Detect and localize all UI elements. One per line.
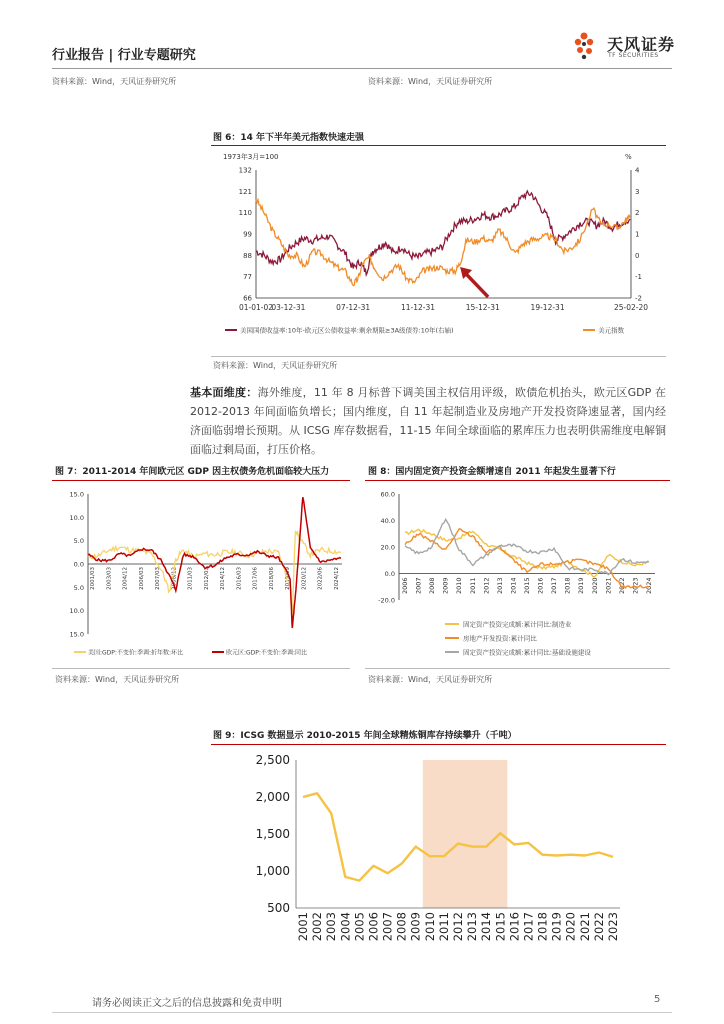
brand-subtitle: TF SECURITIES xyxy=(608,52,659,59)
fig8-title-rule xyxy=(365,480,670,481)
fig9-y-tick: 1,500 xyxy=(255,827,290,841)
fig8-source: 资料来源：Wind，天风证券研究所 xyxy=(368,675,493,684)
body-text: 海外维度，11 年 8 月标普下调美国主权信用评级，欧债危机抬头，欧元区GDP 在 2012-2013 年间面临负增长；国内维度，自 11 年起制造业及房地产开发投资降速显著，国内经济面临弱增长预期。从 ICSG 库存数据看，11-15 年间全球面临的累库压力也表明供需维度电解铜面临过剩局面，打压价格。 xyxy=(190,386,667,456)
fig6-left-tick: 77 xyxy=(243,273,252,282)
fig6-legend-spread: 美国国债收益率:10年-欧元区公债收益率:剩余期限≥3A级债券:10年(右轴) xyxy=(240,326,454,335)
fig8-y-tick: 0.0 xyxy=(384,570,395,578)
fig9-x-tick: 2016 xyxy=(507,912,522,942)
fig6-arrow-shaft xyxy=(466,274,488,297)
fig7-y-tick: 5.0 xyxy=(73,537,84,546)
fig6-right-unit: % xyxy=(625,153,632,161)
fig7-x-tick: 2019/09 xyxy=(285,567,292,590)
fig7-chart xyxy=(52,484,350,664)
fig6-x-tick: 03-12-31 xyxy=(271,303,306,312)
fig7-x-tick: 2006/03 xyxy=(138,567,145,590)
fig8-x-tick: 2006 xyxy=(401,577,409,595)
fig8-legend-item: 固定资产投资完成额:累计同比:制造业 xyxy=(463,620,572,629)
fig8-x-tick: 2018 xyxy=(563,577,572,595)
fig6-title: 图 6：14 年下半年美元指数快速走强 xyxy=(213,133,365,143)
fig7-x-tick: 2020/12 xyxy=(301,567,308,590)
header-divider xyxy=(52,68,672,69)
fig7-x-tick: 2018/06 xyxy=(268,567,275,590)
fig8-chart xyxy=(365,484,670,664)
fig7-y-tick: 10.0 xyxy=(69,607,84,616)
fig6-left-tick: 88 xyxy=(243,251,252,260)
fig6-chart xyxy=(211,148,666,354)
fig8-legend-item: 房地产开发投资:累计同比 xyxy=(463,634,537,643)
fig8-x-tick: 2017 xyxy=(550,577,559,595)
fig9-x-tick: 2015 xyxy=(493,912,508,942)
fig8-x-tick: 2019 xyxy=(577,577,586,595)
fig8-x-tick: 2014 xyxy=(509,577,518,595)
fig6-x-tick: 19-12-31 xyxy=(530,303,565,312)
fig7-source: 资料来源：Wind，天风证券研究所 xyxy=(55,675,180,684)
fig8-y-tick: 20.0 xyxy=(380,543,395,552)
fig6-x-tick: 01-01-02 xyxy=(238,303,274,312)
page-number: 5 xyxy=(654,994,661,1005)
top-source-right: 资料来源：Wind，天风证券研究所 xyxy=(368,77,493,86)
fig7-x-tick: 2001/03 xyxy=(90,567,96,590)
body-lead: 基本面维度： xyxy=(190,386,258,399)
fig7-x-tick: 2011/03 xyxy=(187,567,194,590)
fig8-bottom-rule xyxy=(365,668,670,669)
fig9-y-tick: 2,000 xyxy=(255,790,290,804)
fig7-x-tick: 2007/03 xyxy=(155,567,162,590)
fig9-x-tick: 2021 xyxy=(577,912,592,942)
fig7-x-tick: 2022/06 xyxy=(317,567,324,590)
fig7-y-tick: 15.0 xyxy=(69,630,84,639)
fig9-x-tick: 2013 xyxy=(465,912,480,942)
fig7-y-tick: 5.0 xyxy=(73,583,84,592)
fig6-right-tick: 2 xyxy=(635,209,640,218)
fig7-x-tick: 2004/12 xyxy=(122,567,129,590)
fig9-chart xyxy=(250,748,630,948)
fig7-x-tick: 2014/12 xyxy=(220,567,227,590)
fig7-x-tick: 2008/12 xyxy=(171,567,178,590)
fig8-x-tick: 2008 xyxy=(428,577,437,595)
fig7-x-tick: 2024/12 xyxy=(334,567,340,590)
fig8-x-tick: 2024 xyxy=(645,577,653,595)
fig6-left-tick: 132 xyxy=(238,166,252,175)
fig7-legend-us: 美国:GDP:不变价:季调:折年数:环比 xyxy=(88,649,183,657)
fig9-x-tick: 2018 xyxy=(535,912,550,942)
fig6-right-tick: -2 xyxy=(635,294,642,303)
fig9-x-tick: 2014 xyxy=(479,912,494,942)
fig9-y-tick: 500 xyxy=(267,901,290,915)
fig7-x-tick: 2012/03 xyxy=(203,567,210,590)
fig7-legend-eu: 欧元区:GDP:不变价:季调:同比 xyxy=(226,649,307,657)
fig6-left-tick: 99 xyxy=(243,230,252,239)
fig6-right-tick: -1 xyxy=(635,273,642,282)
fig9-x-tick: 2002 xyxy=(310,912,325,942)
fig7-title: 图 7：2011-2014 年间欧元区 GDP 因主权债务危机面临较大压力 xyxy=(55,467,330,477)
fig9-x-tick: 2004 xyxy=(338,912,353,942)
fig9-x-tick: 2009 xyxy=(408,912,423,942)
fig9-x-tick: 2003 xyxy=(324,912,339,942)
fig8-x-tick: 2022 xyxy=(617,577,626,595)
top-source-left: 资料来源：Wind，天风证券研究所 xyxy=(52,77,177,86)
footer-disclaimer: 请务必阅读正文之后的信息披露和免责申明 xyxy=(92,998,282,1009)
fig9-x-tick: 2011 xyxy=(436,912,451,942)
fig6-x-tick: 11-12-31 xyxy=(400,303,436,312)
fig9-y-tick: 1,000 xyxy=(255,864,290,878)
fig9-y-tick: 2,500 xyxy=(255,753,290,767)
fig8-y-tick: -20.0 xyxy=(378,596,395,605)
fig7-x-tick: 2016/03 xyxy=(236,567,243,590)
fig6-legend-dxy: 美元指数 xyxy=(598,326,624,335)
fig8-title: 图 8：国内固定资产投资金额增速自 2011 年起发生显著下行 xyxy=(368,467,616,477)
fig9-title: 图 9：ICSG 数据显示 2010-2015 年间全球精炼铜库存持续攀升（千吨） xyxy=(213,731,517,741)
fig8-x-tick: 2012 xyxy=(482,577,491,595)
fig8-x-tick: 2020 xyxy=(590,577,599,595)
fig9-highlight-band xyxy=(423,760,508,908)
fig9-x-tick: 2022 xyxy=(591,912,606,942)
fig9-x-tick: 2019 xyxy=(549,912,564,942)
fig8-x-tick: 2011 xyxy=(468,577,477,595)
fig8-x-tick: 2009 xyxy=(441,577,450,595)
fig9-x-tick: 2020 xyxy=(563,912,578,942)
brand-name: 天风证券 xyxy=(607,35,676,54)
fig9-title-rule xyxy=(211,744,666,745)
fig9-x-tick: 2010 xyxy=(422,912,437,942)
fig6-right-tick: 0 xyxy=(635,251,640,260)
fig7-x-tick: 2017/06 xyxy=(252,567,259,590)
fig8-series-line xyxy=(405,519,649,574)
fig7-title-rule xyxy=(52,480,350,481)
fig6-spread-line xyxy=(256,191,630,275)
fig6-title-rule xyxy=(211,145,666,146)
fig9-x-tick: 2008 xyxy=(394,912,409,942)
fig6-left-tick: 121 xyxy=(238,187,252,196)
fig8-y-tick: 40.0 xyxy=(380,517,395,525)
fig9-x-tick: 2006 xyxy=(366,912,381,942)
fig8-x-tick: 2007 xyxy=(414,577,423,595)
fig6-x-tick: 07-12-31 xyxy=(336,303,371,312)
fig9-x-tick: 2001 xyxy=(296,912,311,942)
fig6-right-tick: 1 xyxy=(635,230,640,239)
fig7-eu-gdp-line xyxy=(88,497,341,628)
report-header-title: 行业报告 | 行业专题研究 xyxy=(52,48,196,63)
fig6-source: 资料来源：Wind，天风证券研究所 xyxy=(213,361,338,370)
fig7-y-tick: 0.0 xyxy=(73,560,84,569)
body-paragraph xyxy=(190,383,666,459)
fig9-x-tick: 2012 xyxy=(451,912,465,942)
fig6-left-tick: 110 xyxy=(238,209,252,218)
fig8-x-tick: 2023 xyxy=(631,577,640,595)
fig6-left-unit: 1973年3月=100 xyxy=(223,153,279,161)
fig9-x-tick: 2023 xyxy=(605,912,620,942)
fig9-x-tick: 2017 xyxy=(521,912,536,942)
fig6-x-tick: 25-02-20 xyxy=(613,303,649,312)
fig8-legend-item: 固定资产投资完成额:累计同比:基础设施建设 xyxy=(463,648,591,657)
fig8-x-tick: 2021 xyxy=(604,577,613,595)
fig9-x-tick: 2005 xyxy=(352,912,367,942)
fig6-bottom-rule xyxy=(211,356,666,357)
fig7-bottom-rule xyxy=(52,668,350,669)
fig7-x-tick: 2003/03 xyxy=(106,567,113,590)
fig6-right-tick: 3 xyxy=(635,187,640,196)
fig8-x-tick: 2016 xyxy=(536,577,545,595)
fig8-x-tick: 2010 xyxy=(455,577,464,595)
fig7-y-tick: 10.0 xyxy=(69,513,84,522)
fig6-left-tick: 66 xyxy=(243,294,252,303)
fig8-x-tick: 2015 xyxy=(523,577,531,595)
fig8-y-tick: 60.0 xyxy=(380,490,395,499)
fig8-x-tick: 2013 xyxy=(495,577,504,595)
fig6-right-tick: 4 xyxy=(635,166,640,175)
footer-divider xyxy=(52,1012,672,1013)
fig6-x-tick: 15-12-31 xyxy=(465,303,500,312)
fig9-x-tick: 2007 xyxy=(380,912,395,942)
fig7-y-tick: 15.0 xyxy=(69,490,84,499)
